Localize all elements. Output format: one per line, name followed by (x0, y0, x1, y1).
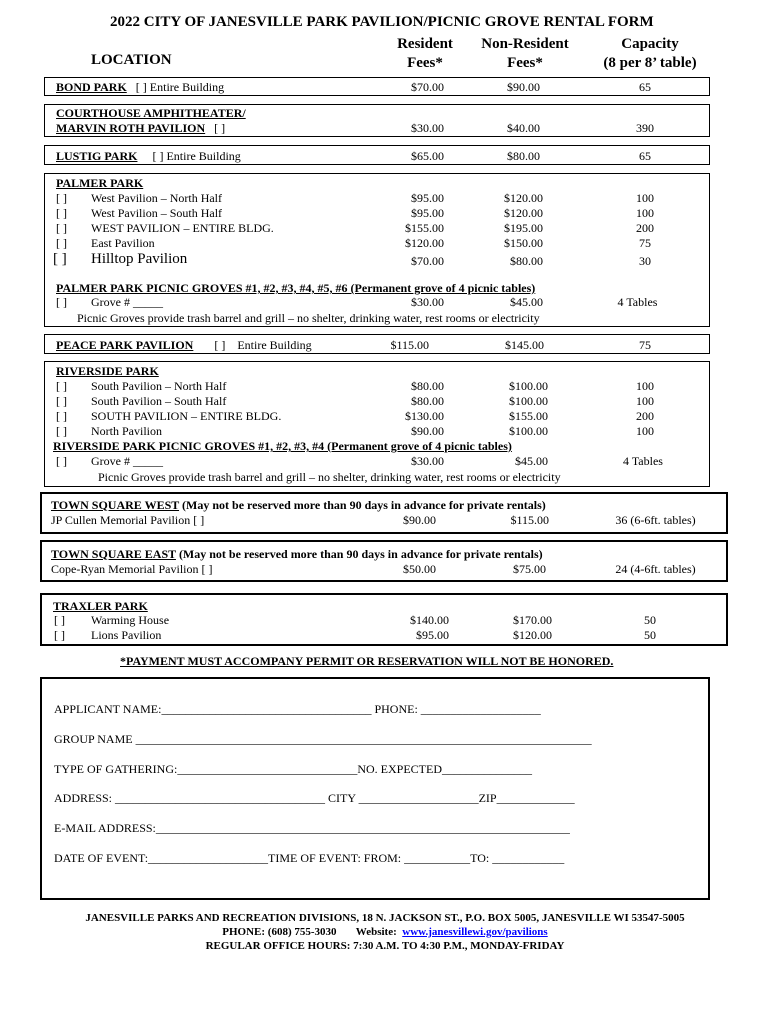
riverside-grove-label[interactable]: Grove # _____ (91, 454, 163, 468)
riverside-res-2: $130.00 (405, 409, 444, 423)
peace-cap: 75 (639, 338, 651, 352)
palmer-desc-0: West Pavilion – North Half (91, 191, 223, 205)
tsw-non: $115.00 (510, 513, 549, 527)
riverside-res-0: $80.00 (411, 379, 444, 393)
palmer-desc-1: West Pavilion – South Half (91, 206, 223, 220)
email-line[interactable]: E-MAIL ADDRESS:_____________________________________________________________________ (54, 821, 570, 835)
palmer-name: PALMER PARK (56, 176, 144, 190)
palmer-desc-4: Hilltop Pavilion (91, 251, 188, 267)
riverside-cap-1: 100 (636, 394, 654, 408)
traxler-desc-0: Warming House (91, 613, 170, 627)
footer-hours: REGULAR OFFICE HOURS: 7:30 A.M. TO 4:30 P.M., MONDAY-FRIDAY (205, 940, 565, 952)
riverside-cap-2: 200 (636, 409, 654, 423)
traxler-desc-1: Lions Pavilion (91, 628, 162, 642)
header-resident: Resident Fees* (397, 36, 453, 71)
peace-desc: Entire Building (237, 338, 312, 352)
palmer-grove-note: Picnic Groves provide trash barrel and grill – no shelter, drinking water, rest rooms or electricity (77, 311, 540, 325)
palmer-non-1: $120.00 (504, 206, 543, 220)
peace-row (56, 338, 312, 353)
lustig-row (56, 149, 241, 164)
traxler-name: TRAXLER PARK (53, 599, 148, 613)
courthouse-checkbox[interactable]: [ ] (214, 121, 226, 135)
palmer-cap-3: 75 (639, 236, 651, 250)
footer-website-label: Website: (355, 926, 397, 938)
tse-title-line (51, 547, 543, 562)
lustig-name: LUSTIG PARK (56, 149, 138, 163)
riverside-check-3[interactable]: [ ] (56, 424, 67, 438)
riverside-res-1: $80.00 (411, 394, 444, 408)
riverside-grove-check[interactable]: [ ] (56, 454, 67, 468)
bond-park-desc: Entire Building (149, 80, 225, 94)
bond-park-name: BOND PARK (56, 80, 127, 94)
tse-note: (May not be reserved more than 90 days in advance for private rentals) (175, 547, 543, 561)
palmer-desc-3: East Pavilion (91, 236, 155, 250)
palmer-check-0[interactable]: [ ] (56, 191, 67, 205)
traxler-check-1[interactable]: [ ] (54, 628, 65, 642)
palmer-grove-cap: 4 Tables (617, 295, 658, 309)
peace-name: PEACE PARK PAVILION (56, 338, 194, 352)
tse-res: $50.00 (403, 562, 436, 576)
tsw-name: TOWN SQUARE WEST (51, 498, 180, 512)
riverside-desc-2: SOUTH PAVILION – ENTIRE BLDG. (91, 409, 282, 423)
palmer-grove-check[interactable]: [ ] (56, 295, 67, 309)
courthouse-name-1: COURTHOUSE AMPHITHEATER/ (56, 106, 246, 120)
palmer-res-4: $70.00 (411, 254, 444, 268)
tsw-cap: 36 (6-6ft. tables) (615, 513, 696, 527)
palmer-cap-1: 100 (636, 206, 654, 220)
palmer-res-3: $120.00 (405, 236, 444, 250)
address-city-zip-line[interactable]: ADDRESS: ___________________________________ CITY ____________________ZIP_____________ (54, 791, 575, 805)
tsw-title-line (51, 498, 546, 513)
tsw-note: (May not be reserved more than 90 days in advance for private rentals) (179, 498, 546, 512)
footer-address: JANESVILLE PARKS AND RECREATION DIVISIONS, 18 N. JACKSON ST., P.O. BOX 5005, JANESVILLE WI 53547-5005 (85, 912, 685, 924)
palmer-non-2: $195.00 (504, 221, 543, 235)
palmer-res-0: $95.00 (411, 191, 444, 205)
palmer-grove-label[interactable]: Grove # _____ (91, 295, 163, 309)
courthouse-res: $30.00 (411, 121, 444, 135)
riverside-grove-res: $30.00 (411, 454, 444, 468)
palmer-grove-non: $45.00 (510, 295, 543, 309)
courthouse-name-2: MARVIN ROTH PAVILION (56, 121, 206, 135)
riverside-grove-non: $45.00 (515, 454, 548, 468)
tse-cap: 24 (4-6ft. tables) (615, 562, 696, 576)
peace-checkbox[interactable]: [ ] (214, 338, 226, 352)
palmer-non-3: $150.00 (504, 236, 543, 250)
palmer-grove-res: $30.00 (411, 295, 444, 309)
riverside-non-1: $100.00 (509, 394, 548, 408)
palmer-groves-title: PALMER PARK PICNIC GROVES #1, #2, #3, #4, #5, #6 (Permanent grove of 4 picnic tables) (56, 281, 536, 295)
palmer-check-4[interactable]: [ ] (53, 251, 67, 267)
footer-phone: PHONE: (608) 755-3030 (222, 926, 337, 938)
palmer-cap-2: 200 (636, 221, 654, 235)
palmer-desc-2: WEST PAVILION – ENTIRE BLDG. (91, 221, 274, 235)
bond-park-row (56, 80, 224, 95)
riverside-check-0[interactable]: [ ] (56, 379, 67, 393)
riverside-desc-0: South Pavilion – North Half (91, 379, 227, 393)
lustig-checkbox[interactable]: [ ] (152, 149, 164, 163)
traxler-res-0: $140.00 (410, 613, 449, 627)
riverside-non-0: $100.00 (509, 379, 548, 393)
palmer-check-3[interactable]: [ ] (56, 236, 67, 250)
riverside-check-2[interactable]: [ ] (56, 409, 67, 423)
palmer-cap-0: 100 (636, 191, 654, 205)
tsw-desc[interactable]: JP Cullen Memorial Pavilion [ ] (51, 513, 205, 527)
palmer-res-1: $95.00 (411, 206, 444, 220)
lustig-desc: Entire Building (166, 149, 241, 163)
header-capacity: Capacity (8 per 8’ table) (603, 36, 697, 71)
bond-res: $70.00 (411, 80, 444, 94)
riverside-desc-3: North Pavilion (91, 424, 162, 438)
riverside-grove-note: Picnic Groves provide trash barrel and grill – no shelter, drinking water, rest rooms or electricity (98, 470, 561, 484)
riverside-groves-title: RIVERSIDE PARK PICNIC GROVES #1, #2, #3, #4 (Permanent grove of 4 picnic tables) (53, 439, 512, 453)
courthouse-cap: 390 (636, 121, 654, 135)
riverside-non-3: $100.00 (509, 424, 548, 438)
group-name-line[interactable]: GROUP NAME ____________________________________________________________________________ (54, 732, 592, 746)
header-nonresident: Non-Resident Fees* (481, 36, 569, 71)
peace-non: $145.00 (505, 338, 544, 352)
traxler-cap-1: 50 (644, 628, 656, 642)
bond-non: $90.00 (507, 80, 540, 94)
tse-non: $75.00 (513, 562, 546, 576)
footer-contact (40, 926, 730, 938)
riverside-non-2: $155.00 (509, 409, 548, 423)
palmer-non-0: $120.00 (504, 191, 543, 205)
gathering-expected-line[interactable]: TYPE OF GATHERING:______________________________NO. EXPECTED_______________ (54, 762, 532, 776)
riverside-check-1[interactable]: [ ] (56, 394, 67, 408)
event-date-time-line[interactable]: DATE OF EVENT:____________________TIME OF EVENT: FROM: ___________TO: ____________ (54, 851, 565, 865)
riverside-cap-3: 100 (636, 424, 654, 438)
palmer-res-2: $155.00 (405, 221, 444, 235)
riverside-cap-0: 100 (636, 379, 654, 393)
tse-name: TOWN SQUARE EAST (51, 547, 176, 561)
courthouse-row (56, 121, 225, 136)
peace-res: $115.00 (390, 338, 429, 352)
header-location: LOCATION (91, 52, 172, 68)
tse-desc[interactable]: Cope-Ryan Memorial Pavilion [ ] (51, 562, 213, 576)
traxler-non-0: $170.00 (513, 613, 552, 627)
lustig-res: $65.00 (411, 149, 444, 163)
palmer-cap-4: 30 (639, 254, 651, 268)
payment-notice: *PAYMENT MUST ACCOMPANY PERMIT OR RESERVATION WILL NOT BE HONORED. (120, 654, 614, 668)
courthouse-non: $40.00 (507, 121, 540, 135)
palmer-non-4: $80.00 (510, 254, 543, 268)
traxler-cap-0: 50 (644, 613, 656, 627)
footer-website-link[interactable]: www.janesvillewi.gov/pavilions (402, 926, 548, 938)
traxler-non-1: $120.00 (513, 628, 552, 642)
lustig-cap: 65 (639, 149, 651, 163)
palmer-check-1[interactable]: [ ] (56, 206, 67, 220)
riverside-grove-cap: 4 Tables (623, 454, 663, 468)
tsw-res: $90.00 (403, 513, 436, 527)
page-title: 2022 CITY OF JANESVILLE PARK PAVILION/PICNIC GROVE RENTAL FORM (110, 14, 654, 30)
riverside-desc-1: South Pavilion – South Half (91, 394, 227, 408)
riverside-res-3: $90.00 (411, 424, 444, 438)
traxler-res-1: $95.00 (416, 628, 449, 642)
applicant-name-phone-line[interactable]: APPLICANT NAME:___________________________________ PHONE: ____________________ (54, 702, 541, 716)
lustig-non: $80.00 (507, 149, 540, 163)
palmer-check-2[interactable]: [ ] (56, 221, 67, 235)
riverside-name: RIVERSIDE PARK (56, 364, 159, 378)
bond-cap: 65 (639, 80, 651, 94)
bond-park-checkbox[interactable]: [ ] (135, 80, 147, 94)
traxler-check-0[interactable]: [ ] (54, 613, 65, 627)
